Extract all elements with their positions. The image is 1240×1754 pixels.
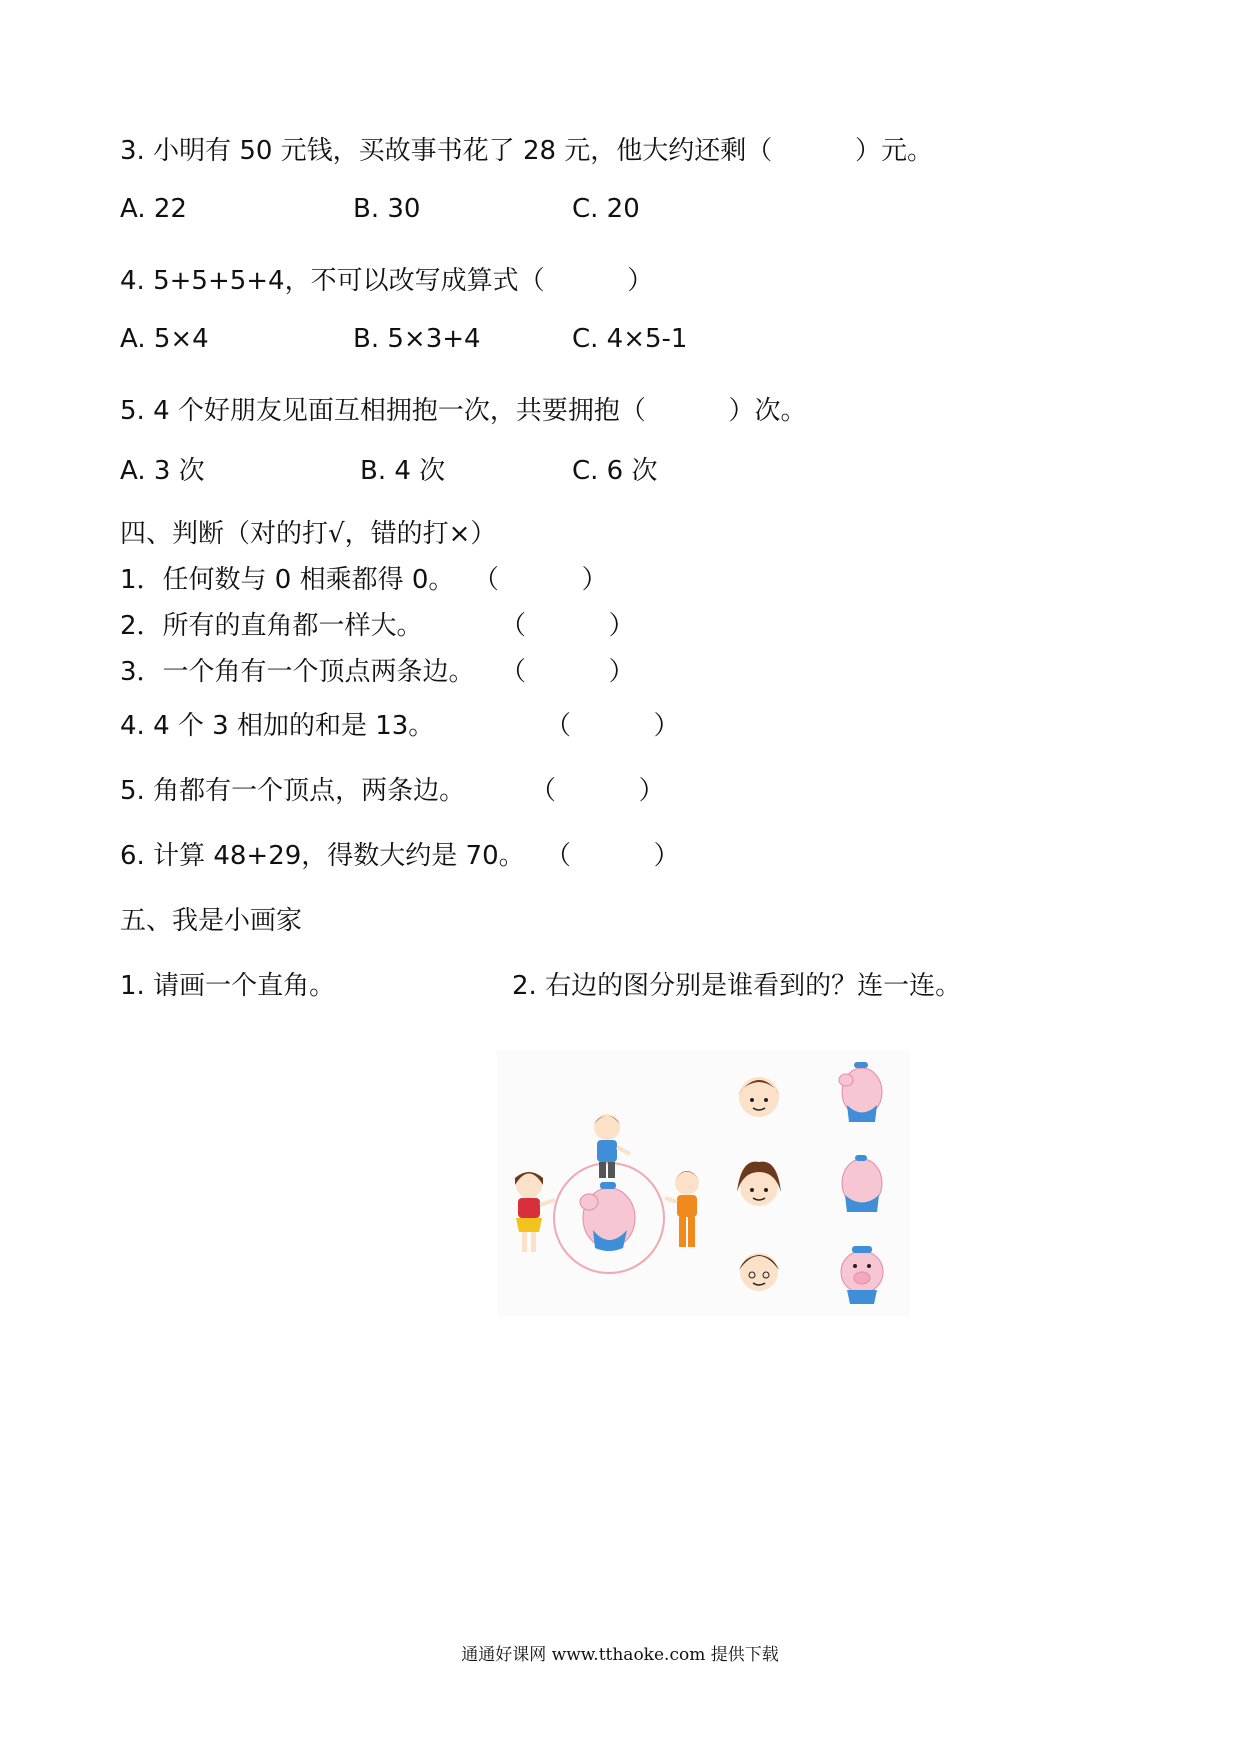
judge-answer-blank-1[interactable]: （ ） [473,565,608,595]
footer-source: 通通好课网 www.tthaoke.com 提供下载 [461,1645,779,1665]
matching-question: 2. 右边的图分别是谁看到的？连一连。 [512,971,962,1001]
judge-item-3: 3．一个角有一个顶点两条边。 [120,657,475,687]
judge-answer-blank-2[interactable]: （ ） [500,611,635,641]
question-3-stem: 3. 小明有 50 元钱，买故事书花了 28 元，他大约还剩（ ）元。 [120,136,933,166]
option-b: B. 5×3+4 [353,324,481,354]
draw-right-angle-question: 1. 请画一个直角。 [120,971,336,1001]
option-b: B. 4 次 [360,456,446,486]
option-a: A. 22 [120,194,187,224]
judge-answer-blank-3[interactable]: （ ） [500,657,635,687]
judge-item-5: 5. 角都有一个顶点，两条边。 [120,776,466,806]
judge-answer-blank-4[interactable]: （ ） [545,711,680,741]
option-a: A. 3 次 [120,456,205,486]
option-c: C. 20 [572,194,640,224]
option-a: A. 5×4 [120,324,209,354]
judge-item-2: 2．所有的直角都一样大。 [120,611,423,641]
question-4-stem: 4. 5+5+5+4，不可以改写成算式（ ） [120,266,654,296]
judge-answer-blank-6[interactable]: （ ） [545,841,680,871]
section-5-title: 五、我是小画家 [120,906,303,936]
question-5-stem: 5. 4 个好朋友见面互相拥抱一次，共要拥抱（ ）次。 [120,396,807,426]
option-c: C. 6 次 [572,456,658,486]
judge-item-1: 1．任何数与 0 相乘都得 0。 [120,565,455,595]
section-4-title: 四、判断（对的打√，错的打×） [120,519,497,549]
judge-answer-blank-5[interactable]: （ ） [530,776,665,806]
judge-item-4: 4. 4 个 3 相加的和是 13。 [120,711,435,741]
option-c: C. 4×5-1 [572,324,688,354]
views-matching-illustration [497,1050,910,1317]
judge-item-6: 6. 计算 48+29，得数大约是 70。 [120,841,525,871]
option-b: B. 30 [353,194,421,224]
